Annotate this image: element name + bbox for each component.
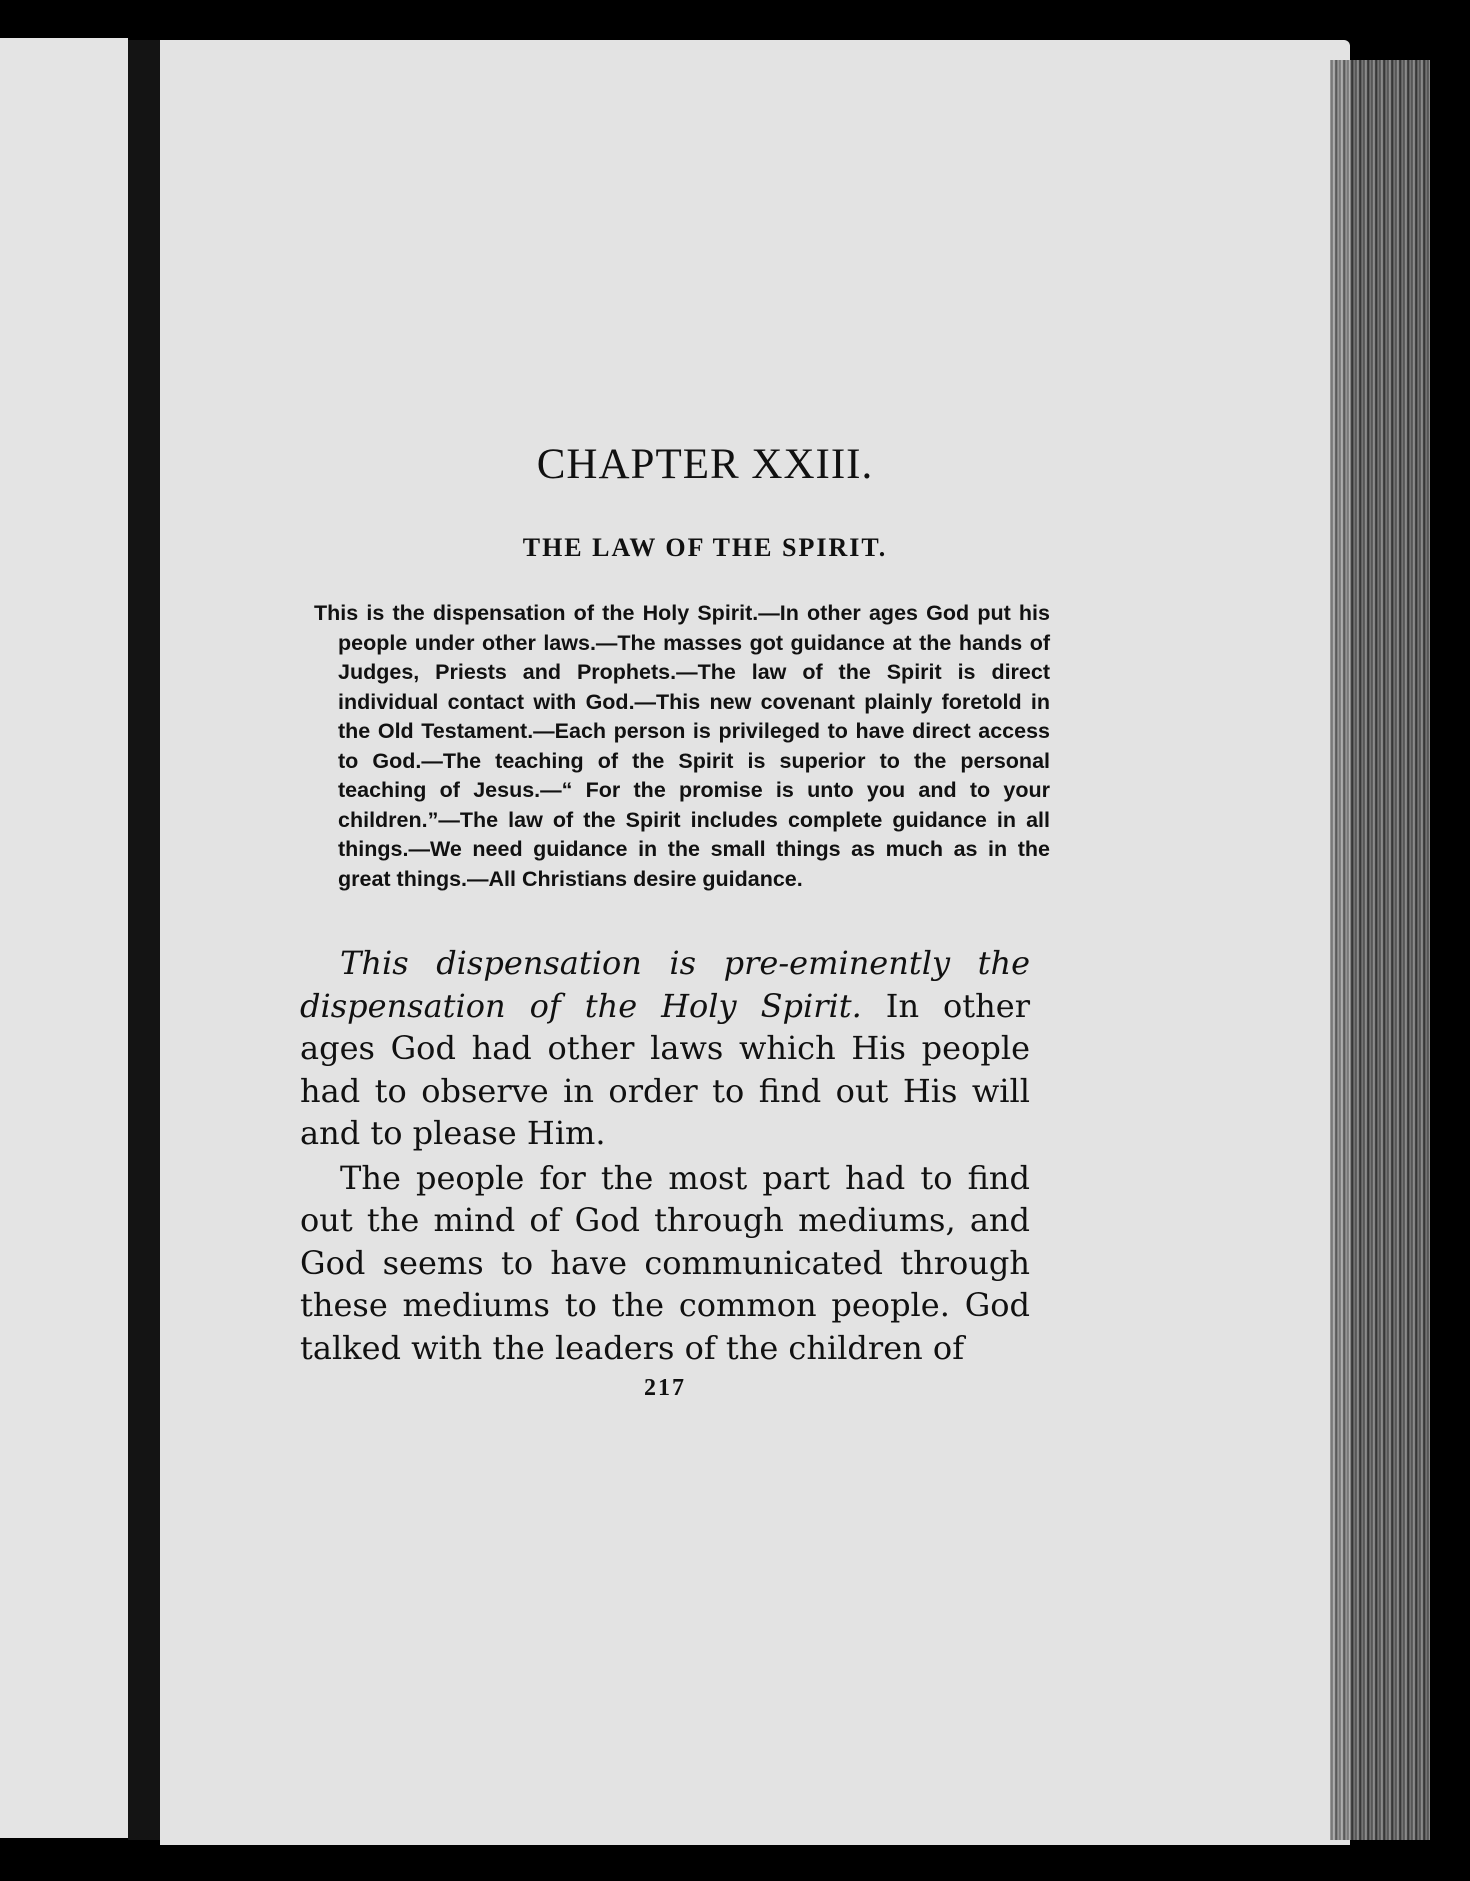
- page-fore-edge: [1330, 60, 1430, 1840]
- chapter-synopsis: This is the dispensation of the Holy Spirit.—In other ages God put his people under other laws.—The masses got guidance at the hands of Judges, Priests and Prophets.—The law of the Spirit is direct individual contact with God.—This new covenant plainly foretold in the Old Testament.—Each person is privileged to have direct access to God.—The teaching of the Spirit is superior to the personal teaching of Jesus.—“ For the promise is unto you and to your children.”—The law of the Spirit includes complete guidance in all things.—We need guidance in the small things as much as in the great things.—All Christians desire guidance.: [314, 601, 1050, 891]
- page-number: 217: [644, 1375, 686, 1401]
- paragraph-2: The people for the most part had to find out the mind of God through mediums, and God seems to have communicated through these mediums to the common people. God talked with the leaders of the children of: [300, 1158, 1030, 1367]
- section-title: THE LAW OF THE SPIRIT.: [522, 533, 888, 562]
- italic-lead-sentence: This dispensation is pre-eminently the dispensation of the Holy Spirit.: [300, 944, 1030, 1025]
- book-gutter: [128, 40, 160, 1840]
- chapter-title: CHAPTER XXIII.: [536, 441, 874, 488]
- left-page-edge: [0, 38, 128, 1838]
- body-text: [300, 942, 1030, 1369]
- paragraph-1-rest: In other ages God had other laws which His people had to observe in order to find out His will and to please Him.: [300, 986, 1031, 1152]
- page-content: [300, 440, 1050, 1402]
- paragraph-1: [300, 942, 1030, 1155]
